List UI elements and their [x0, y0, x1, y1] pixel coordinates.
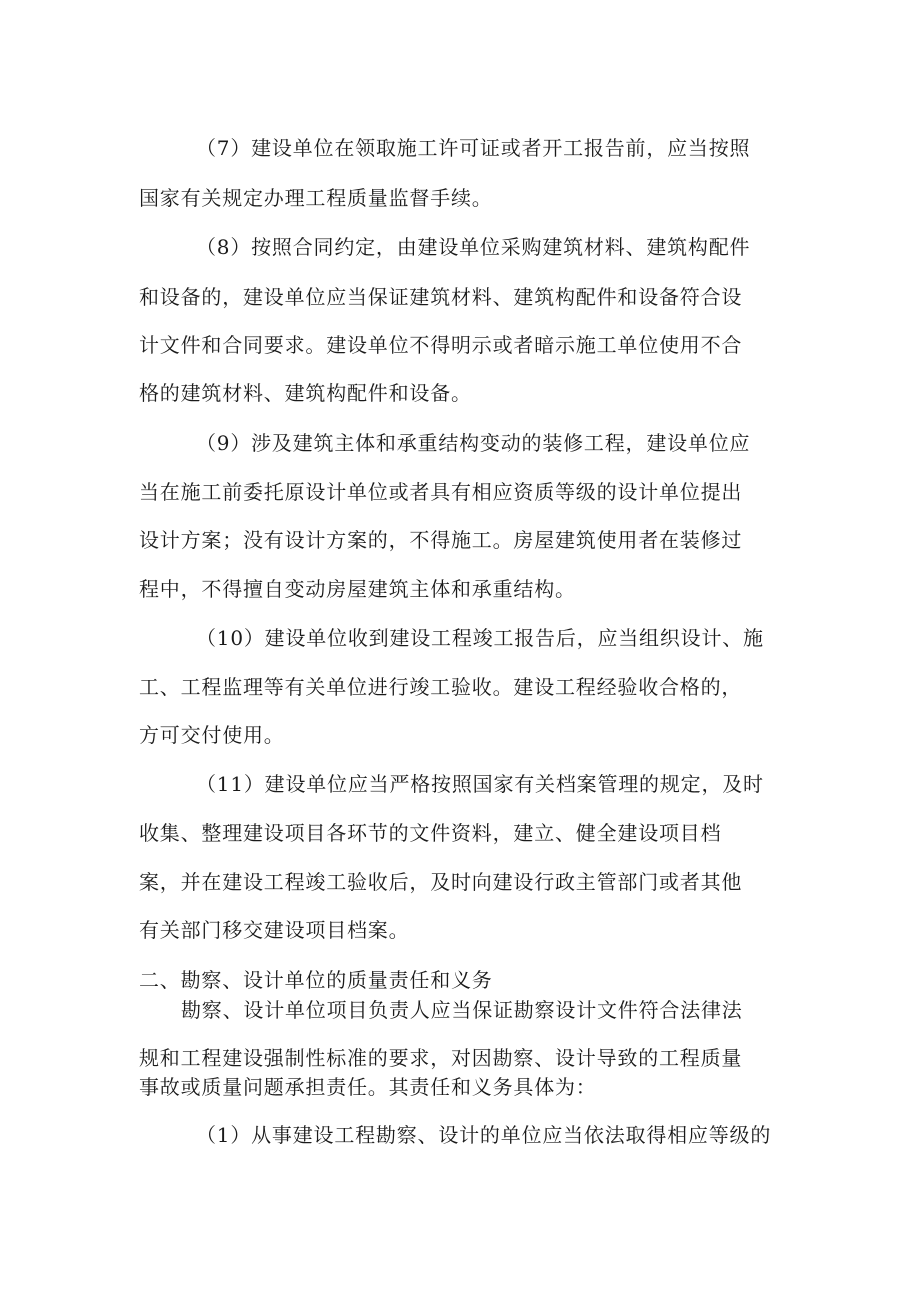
- item-8-line-4: 格的建筑材料、建筑构配件和设备。: [139, 381, 472, 405]
- item-11-line-4: 有关部门移交建设项目档案。: [139, 918, 410, 942]
- section-intro-line-3: 事故或质量问题承担责任。其责任和义务具体为：: [139, 1075, 597, 1099]
- item-11-line-1: （11）建设单位应当严格按照国家有关档案管理的规定，及时: [196, 772, 764, 796]
- item-8-line-1: （8）按照合同约定，由建设单位采购建筑材料、建筑构配件: [196, 235, 751, 259]
- item-10-line-2: 工、工程监理等有关单位进行竣工验收。建设工程经验收合格的，: [139, 675, 743, 699]
- section-intro-line-2: 规和工程建设强制性标准的要求，对因勘察、设计导致的工程质量: [139, 1046, 743, 1070]
- section-item-1-line-1: （1）从事建设工程勘察、设计的单位应当依法取得相应等级的: [196, 1123, 772, 1147]
- item-10-line-1: （10）建设单位收到建设工程竣工报告后，应当组织设计、施: [196, 626, 764, 650]
- section-intro-line-1: 勘察、设计单位项目负责人应当保证勘察设计文件符合法律法: [181, 998, 743, 1022]
- item-9-line-2: 当在施工前委托原设计单位或者具有相应资质等级的设计单位提出: [139, 480, 743, 504]
- item-8-line-3: 计文件和合同要求。建设单位不得明示或者暗示施工单位使用不合: [139, 333, 743, 357]
- item-8-line-2: 和设备的，建设单位应当保证建筑材料、建筑构配件和设备符合设: [139, 285, 743, 309]
- section-heading: 二、勘察、设计单位的质量责任和义务: [139, 968, 493, 992]
- item-11-line-3: 案，并在建设工程竣工验收后，及时向建设行政主管部门或者其他: [139, 870, 743, 894]
- item-9-line-3: 设计方案；没有设计方案的，不得施工。房屋建筑使用者在装修过: [139, 528, 743, 552]
- item-9-line-1: （9）涉及建筑主体和承重结构变动的装修工程，建设单位应: [196, 431, 751, 455]
- item-9-line-4: 程中，不得擅自变动房屋建筑主体和承重结构。: [139, 577, 576, 601]
- item-7-line-2: 国家有关规定办理工程质量监督手续。: [139, 186, 493, 210]
- item-10-line-3: 方可交付使用。: [139, 723, 285, 747]
- item-7-line-1: （7）建设单位在领取施工许可证或者开工报告前，应当按照: [196, 136, 751, 160]
- item-11-line-2: 收集、整理建设项目各环节的文件资料，建立、健全建设项目档: [139, 821, 722, 845]
